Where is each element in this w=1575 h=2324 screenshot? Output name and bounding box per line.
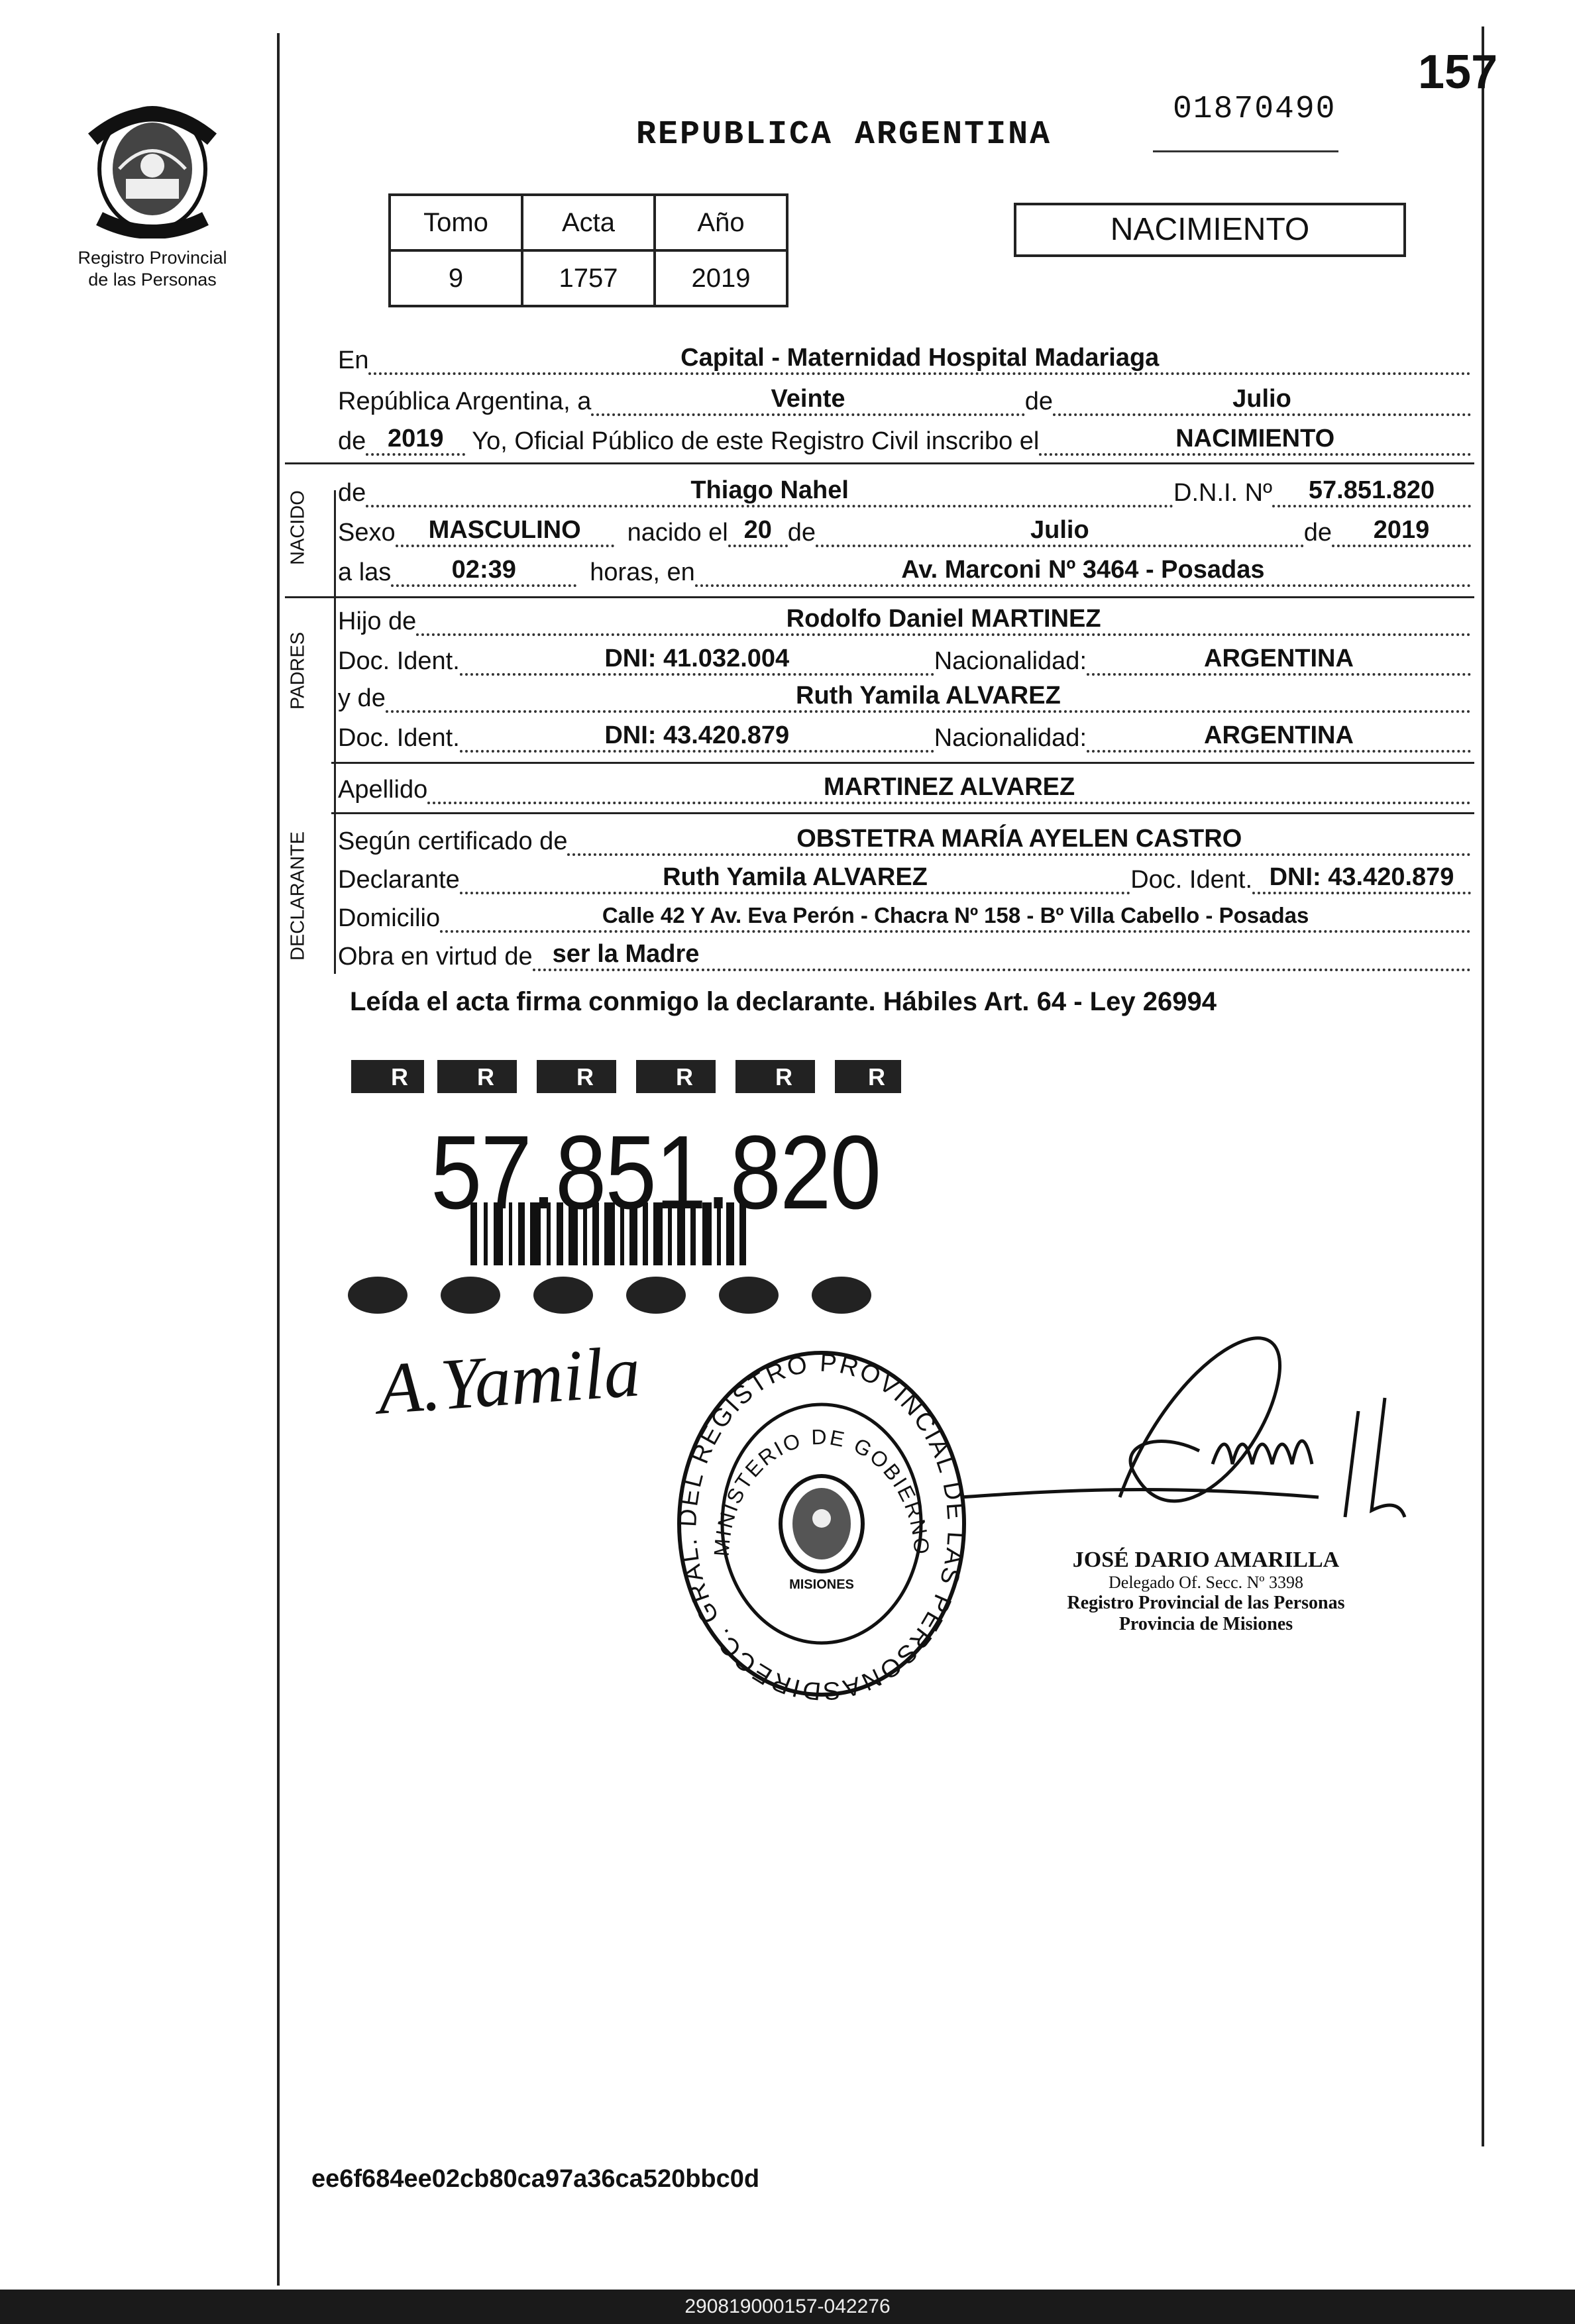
child-name: Thiago Nahel — [366, 476, 1173, 507]
svg-text:R: R — [391, 1063, 408, 1090]
row-declarante — [338, 863, 1471, 894]
stamp-top-pattern — [351, 1060, 901, 1093]
registry-caption-line1: Registro Provincial — [78, 248, 227, 268]
record-table — [388, 193, 788, 307]
de-label-child: de — [338, 479, 366, 507]
svg-text:R: R — [477, 1063, 494, 1090]
declarant-signature: A.Yamila — [375, 1330, 643, 1430]
horas-label: horas, en — [590, 558, 695, 586]
footer-id-bar: 290819000157-042276 — [0, 2290, 1575, 2324]
row-place — [338, 343, 1471, 375]
row-mother-doc — [338, 721, 1471, 753]
mother-doc-label: Doc. Ident. — [338, 724, 460, 752]
dni-number-large: 57.851.820 — [431, 1114, 881, 1231]
row-sex-date — [338, 515, 1471, 547]
declarante-doc: DNI: 43.420.879 — [1252, 863, 1471, 894]
de-label: de — [1024, 388, 1053, 415]
birth-month: Julio — [816, 515, 1304, 547]
header-ano: Año — [655, 195, 787, 250]
row-obra — [338, 939, 1471, 971]
declarante-label: Declarante — [338, 866, 460, 894]
official-name: JOSÉ DARIO AMARILLA — [1072, 1548, 1340, 1572]
seal-inner-text: MINISTERIO DE GOBIERNO — [709, 1424, 934, 1558]
de-label-year: de — [1303, 519, 1332, 547]
record-table-values — [390, 250, 787, 306]
svg-text:R: R — [576, 1063, 594, 1090]
mother-nac-label: Nacionalidad: — [934, 724, 1087, 752]
official-province: Provincia de Misiones — [1118, 1614, 1293, 1634]
row-father-doc — [338, 644, 1471, 676]
domicilio-label: Domicilio — [338, 904, 441, 932]
row-father — [338, 604, 1471, 636]
value-acta: 1757 — [522, 250, 655, 306]
row-official — [338, 424, 1471, 456]
seal-emblem-icon — [781, 1476, 863, 1571]
svg-text:R: R — [676, 1063, 693, 1090]
father-nationality: ARGENTINA — [1087, 644, 1471, 676]
obra: ser la Madre — [533, 939, 1471, 971]
page-number: 157 — [1418, 46, 1498, 99]
birth-place: Capital - Maternidad Hospital Madariaga — [368, 343, 1471, 375]
official-text: Yo, Oficial Público de este Registro Civil inscribo el — [472, 427, 1040, 455]
birth-time: 02:39 — [391, 555, 576, 587]
seal-emblem-text: MISIONES — [789, 1577, 854, 1592]
value-tomo: 9 — [390, 250, 522, 306]
document-hash: ee6f684ee02cb80ca97a36ca520bbc0d — [311, 2165, 760, 2193]
official-position: Delegado Of. Secc. Nº 3398 — [1109, 1573, 1303, 1592]
act-type: NACIMIENTO — [1039, 424, 1471, 456]
svg-text:R: R — [775, 1063, 792, 1090]
child-sex: MASCULINO — [396, 515, 614, 547]
document-title: REPUBLICA ARGENTINA — [636, 116, 1052, 154]
birth-day: 20 — [728, 515, 788, 547]
value-ano: 2019 — [655, 250, 787, 306]
record-type-box: NACIMIENTO — [1014, 203, 1406, 257]
section-nacido: NACIDO — [287, 490, 309, 565]
stamp-bottom-pattern — [348, 1277, 871, 1314]
registry-caption-line2: de las Personas — [88, 270, 217, 290]
a-las-label: a las — [338, 558, 392, 586]
birth-year: 2019 — [1332, 515, 1471, 547]
province-shield-icon — [80, 93, 225, 238]
act-year: 2019 — [366, 424, 465, 456]
de-label-month: de — [787, 519, 816, 547]
father-doc-label: Doc. Ident. — [338, 647, 460, 675]
signing-note: Leída el acta firma conmigo la declarante. Hábiles Art. 64 - Ley 26994 — [350, 987, 1217, 1016]
svg-text:R: R — [868, 1063, 885, 1090]
y-de-label: y de — [338, 684, 386, 712]
left-margin-rule — [277, 33, 280, 2286]
section-padres: PADRES — [287, 631, 309, 710]
row-domicilio — [338, 901, 1471, 933]
serial-number-box — [1153, 79, 1338, 152]
mother-doc: DNI: 43.420.879 — [460, 721, 934, 753]
row-child-name — [338, 476, 1471, 507]
row-certificate — [338, 824, 1471, 856]
right-margin-rule — [1482, 26, 1484, 2146]
act-day: Veinte — [591, 384, 1024, 416]
official-office: Registro Provincial de las Personas — [1067, 1593, 1345, 1613]
divider-nacido — [285, 596, 1474, 598]
nacido-label: nacido el — [627, 519, 728, 547]
official-block — [1020, 1548, 1391, 1635]
serial-number: 01870490 — [1173, 91, 1336, 127]
section-rule — [334, 490, 336, 974]
row-surname — [338, 772, 1471, 804]
father-name: Rodolfo Daniel MARTINEZ — [416, 604, 1471, 636]
declarante-doc-label: Doc. Ident. — [1130, 866, 1252, 894]
cert-label: Según certificado de — [338, 827, 568, 855]
dni-label: D.N.I. Nº — [1173, 479, 1272, 507]
act-month: Julio — [1053, 384, 1471, 416]
father-nac-label: Nacionalidad: — [934, 647, 1087, 675]
row-time-place — [338, 555, 1471, 587]
father-doc: DNI: 41.032.004 — [460, 644, 934, 676]
row-mother — [338, 681, 1471, 713]
de2-label: de — [338, 427, 366, 455]
mother-nationality: ARGENTINA — [1087, 721, 1471, 753]
mother-name: Ruth Yamila ALVAREZ — [386, 681, 1471, 713]
divider-padres — [331, 762, 1474, 764]
obra-label: Obra en virtud de — [338, 943, 533, 971]
row-date — [338, 384, 1471, 416]
divider-intro — [285, 462, 1474, 464]
certificate: OBSTETRA MARÍA AYELEN CASTRO — [567, 824, 1471, 856]
republica-label: República Argentina, a — [338, 388, 592, 415]
header-acta: Acta — [522, 195, 655, 250]
hijo-label: Hijo de — [338, 607, 417, 635]
en-label: En — [338, 346, 369, 374]
domicilio: Calle 42 Y Av. Eva Perón - Chacra Nº 158 - Bº Villa Cabello - Posadas — [440, 901, 1471, 933]
child-dni: 57.851.820 — [1272, 476, 1471, 507]
declarante-name: Ruth Yamila ALVAREZ — [460, 863, 1130, 894]
surname: MARTINEZ ALVAREZ — [427, 772, 1471, 804]
registry-logo — [40, 93, 265, 291]
divider-apellido — [331, 812, 1474, 814]
seal-outer-text: DIRECC. GRAL. DEL REGISTRO PROVINCIAL DE LAS PERSONAS — [674, 1349, 970, 1703]
apellido-label: Apellido — [338, 776, 428, 804]
record-table-header — [390, 195, 787, 250]
birth-address: Av. Marconi Nº 3464 - Posadas — [695, 555, 1471, 587]
sexo-label: Sexo — [338, 519, 396, 547]
header-tomo: Tomo — [390, 195, 522, 250]
section-declarante: DECLARANTE — [287, 831, 309, 961]
